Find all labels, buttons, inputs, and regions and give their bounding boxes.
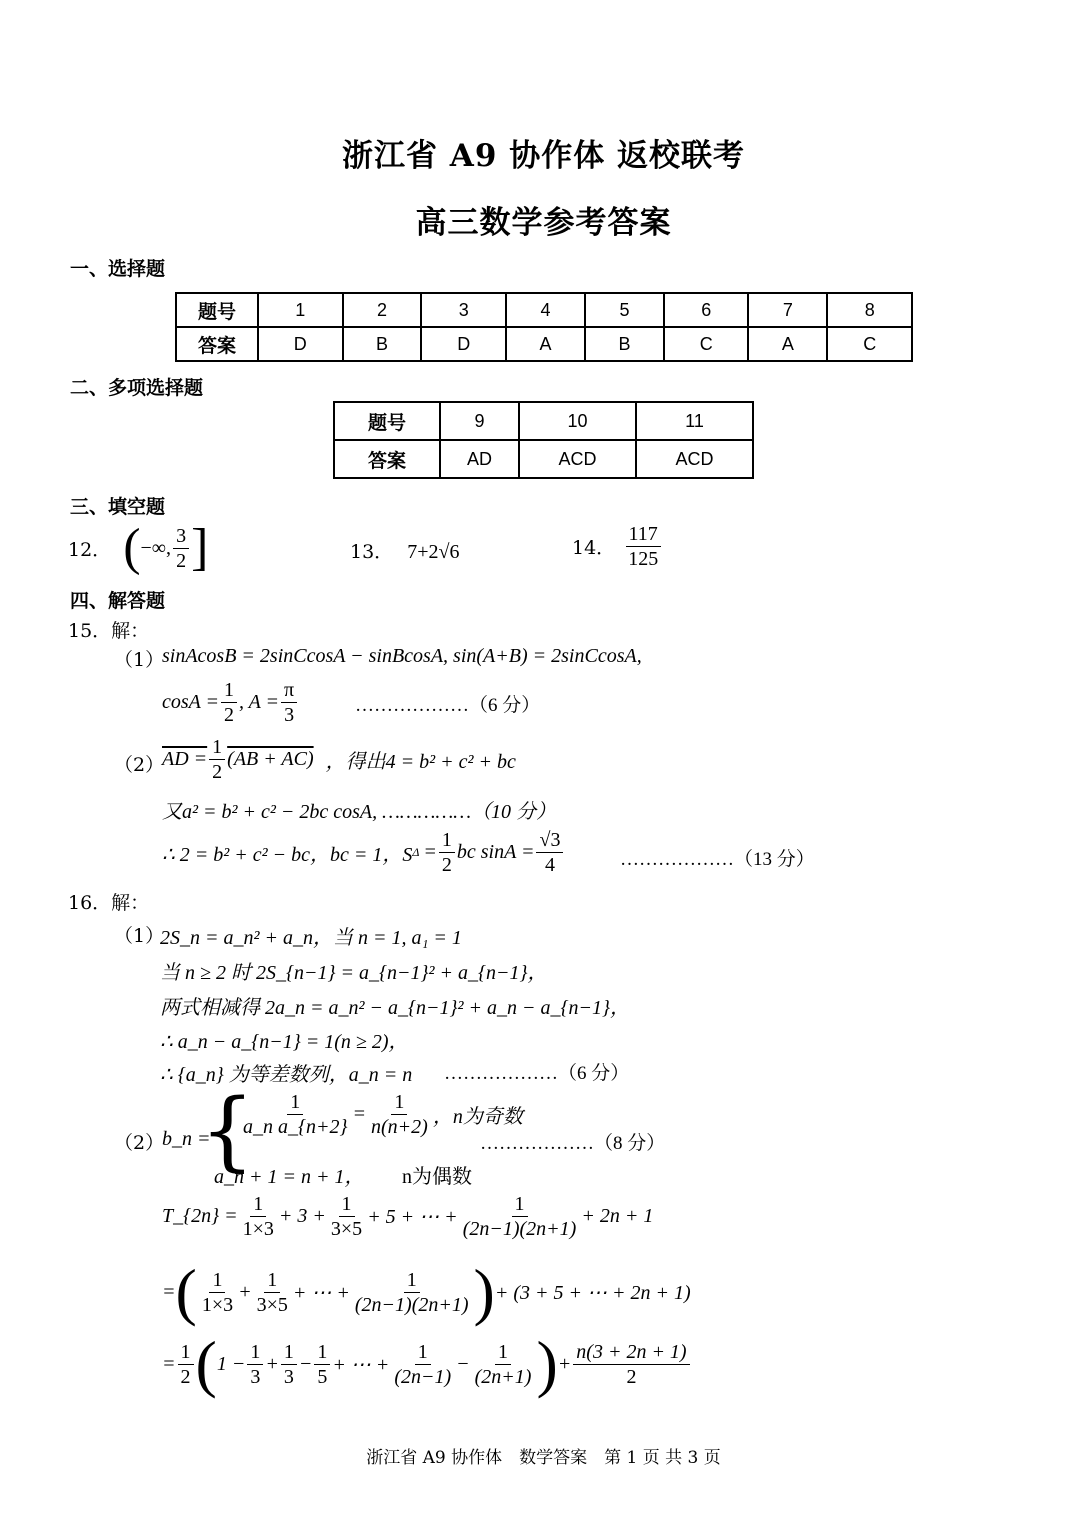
- q15-part2-line1: AD = $\frac{1}{2}$ (AB + AC) ，得出4 = b² + c² + bc: [162, 736, 516, 783]
- table2-answer: AD: [440, 440, 519, 478]
- q15-part1-line1: sinAcosB = 2sinCcosA − sinBcosA, sin(A+B) = 2sinCcosA,: [162, 645, 642, 667]
- q16-line5: ∴ {a_n} 为等差数列，a_n = n: [160, 1064, 413, 1086]
- q16-case2-cond: n为偶数: [402, 1166, 472, 1188]
- q16-line1: 2S_n = a_n² + a_n，当 n = 1, a₁ = 1: [160, 927, 462, 949]
- q16-case1: $\frac{1}{\text{a\_n a\_\{n+2\}}}$ = $\frac{1}{n(n+2)}$ ，n为奇数: [243, 1091, 523, 1138]
- q16-score-6: ………………（6 分）: [444, 1063, 630, 1084]
- q15-part1-line2: cosA = $\frac{1}{2}$ , A = $\frac{\pi}{3}$: [162, 678, 299, 727]
- q16-line4: ∴ a_n − a_{n−1} = 1(n ≥ 2)，: [160, 1031, 409, 1053]
- q16-part1-label: （1）: [114, 925, 165, 947]
- q16-case2: a_n + 1 = n + 1，: [214, 1166, 365, 1188]
- page-footer: 浙江省 A9 协作体 数学答案 第 1 页 共 3 页: [366, 1448, 721, 1468]
- doc-subtitle: 高三数学参考答案: [415, 205, 672, 241]
- table1-answer: D: [258, 327, 343, 361]
- fill-q14: [572, 522, 663, 571]
- table1-num: 8: [827, 293, 912, 327]
- q15-score-6: ………………（6 分）: [355, 695, 541, 716]
- table1-num: 6: [664, 293, 749, 327]
- q15-score-13: ………………（13 分）: [620, 849, 815, 870]
- q13-number: 13．: [350, 541, 394, 563]
- table2-num: 11: [636, 402, 753, 440]
- q15-part2-label: （2）: [114, 754, 165, 776]
- q16-line2: 当 n ≥ 2 时 2S_{n−1} = a_{n−1}² + a_{n−1}，: [160, 962, 548, 984]
- multi-answer-table: [333, 401, 754, 479]
- q13-value: 7+2√6: [407, 541, 460, 563]
- piecewise-brace: {: [200, 1081, 255, 1181]
- q16-part2-label: （2）: [114, 1132, 165, 1154]
- table1-num: 4: [506, 293, 585, 327]
- table2-answer-label: 答案: [334, 440, 440, 478]
- q15-part2-line2: 又a² = b² + c² − 2bc cosA, ……………（10 分）: [162, 801, 557, 823]
- q12-fraction: $\frac{3}{2}$: [173, 524, 189, 573]
- q15-label: 15．解：: [68, 620, 150, 642]
- table2-num: 10: [519, 402, 636, 440]
- table1-answer: B: [585, 327, 664, 361]
- q14-number: 14．: [572, 537, 616, 559]
- table2-answer: ACD: [636, 440, 753, 478]
- table1-answer: B: [343, 327, 422, 361]
- q12-number: 12．: [68, 538, 112, 561]
- table2-answer: ACD: [519, 440, 636, 478]
- table1-header-label: 题号: [176, 293, 258, 327]
- table1-answer: D: [421, 327, 506, 361]
- table1-answer: C: [664, 327, 749, 361]
- table1-answer-label: 答案: [176, 327, 258, 361]
- q16-t-line2: = ( $\frac{1}{1\times 3}$ + $\frac{1}{3\times 5}$ + ⋯ + $\frac{1}{(2n-1)(2n+1)}$ ) + (3 + 5 + ⋯ + 2n + 1): [162, 1256, 691, 1327]
- q14-fraction: $\frac{117}{125}$: [625, 522, 661, 571]
- section-solutions: 四、解答题: [70, 590, 166, 612]
- q16-t-line1: T_{2n} = $\frac{1}{1\times 3}$ + 3 + $\frac{1}{3\times 5}$ + 5 + ⋯ + $\frac{1}{(2n-1)(2n+1)}$ + 2n + 1: [162, 1193, 654, 1240]
- q15-part2-line3: ∴ 2 = b² + c² − bc，bc = 1，S Δ = $\frac{1}{2}$ bc sinA = $\frac{√3}{4}$: [162, 828, 565, 877]
- fill-q12: 12． ( −∞, $\frac{3}{2}$ ]: [68, 519, 209, 576]
- q16-t-line3: = $\frac{1}{2}$ ( 1 − $\frac{1}{3}$ + $\frac{1}{3}$ − $\frac{1}{5}$ + ⋯ + $\frac{1}{(2n-1)}$ − $\frac{1}{(2n+1)}$ ) + $\frac{n(3 + 2n + 1)}{2}$: [162, 1332, 692, 1396]
- q16-label: 16．解：: [68, 892, 150, 914]
- fill-q13: [350, 537, 460, 564]
- q16-line3: 两式相减得 2a_n = a_n² − a_{n−1}² + a_n − a_{n−1}，: [160, 997, 630, 1019]
- q12-interval-left: −∞,: [140, 536, 172, 559]
- table1-num: 1: [258, 293, 343, 327]
- table2-num: 9: [440, 402, 519, 440]
- table1-answer: A: [506, 327, 585, 361]
- table2-header-label: 题号: [334, 402, 440, 440]
- section-choice: 一、选择题: [70, 258, 166, 280]
- table1-num: 7: [748, 293, 827, 327]
- q15-part1-label: （1）: [114, 649, 165, 671]
- table1-num: 5: [585, 293, 664, 327]
- choice-answer-table: [175, 292, 913, 362]
- q16-score-8: ………………（8 分）: [480, 1133, 666, 1154]
- table1-num: 2: [343, 293, 422, 327]
- doc-title: 浙江省 A9 协作体 返校联考: [342, 138, 745, 174]
- table1-num: 3: [421, 293, 506, 327]
- table1-answer: A: [748, 327, 827, 361]
- section-multi-choice: 二、多项选择题: [70, 377, 204, 399]
- section-fill-blank: 三、填空题: [70, 496, 166, 518]
- table1-answer: C: [827, 327, 912, 361]
- q16-bn: b_n =: [162, 1128, 211, 1150]
